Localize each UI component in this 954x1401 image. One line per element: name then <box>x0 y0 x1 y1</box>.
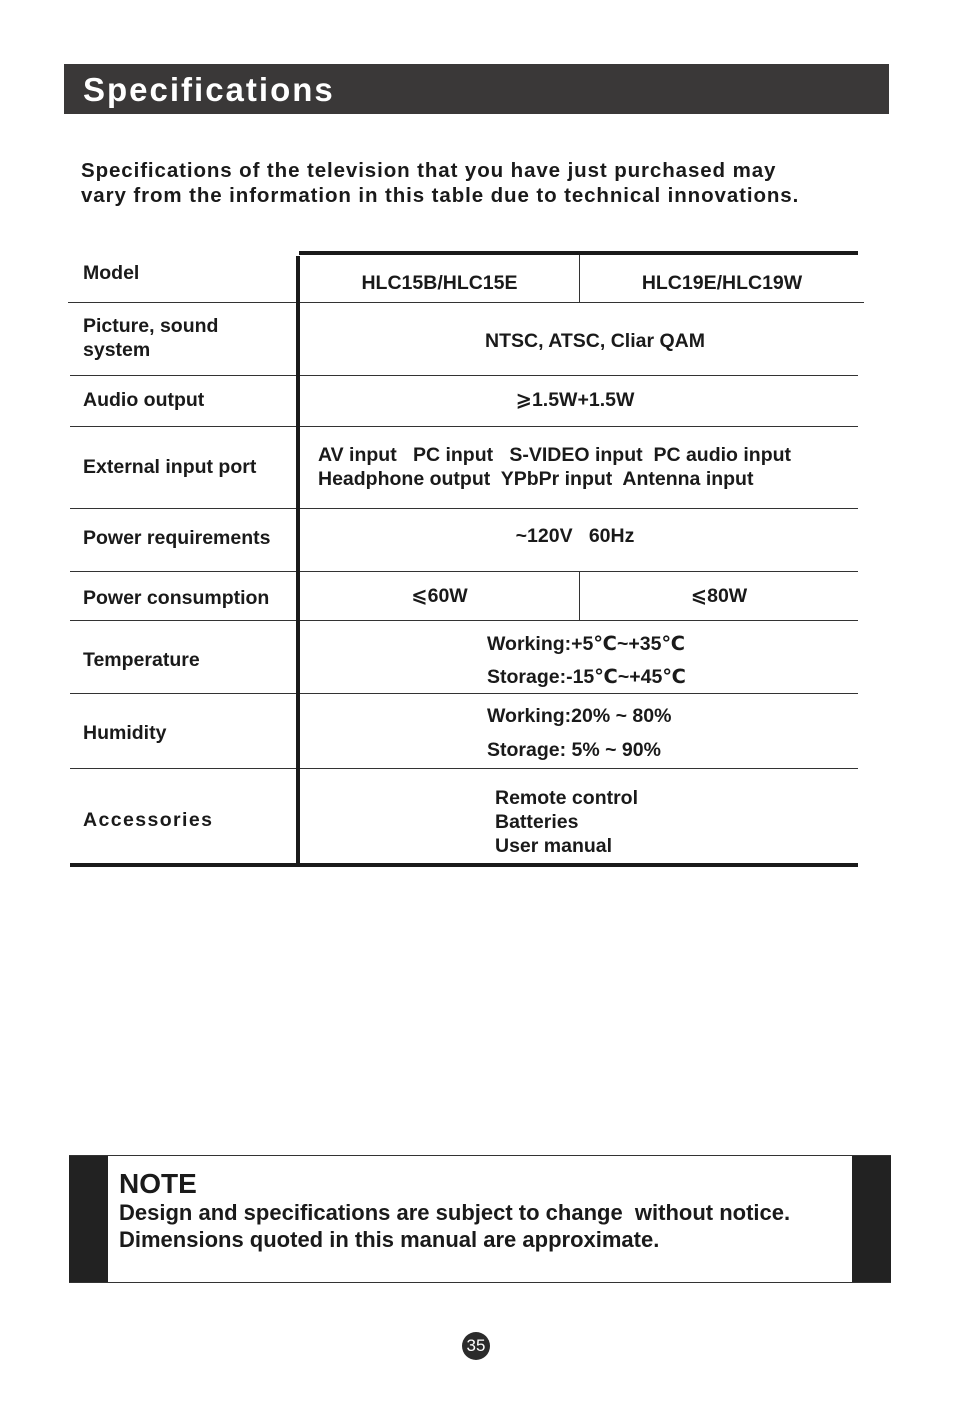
audio-output-value: ⩾1.5W+1.5W <box>515 389 635 411</box>
temperature-working: Working:+5℃~+35℃ <box>487 633 686 655</box>
label-power-consumption: Power consumption <box>83 587 270 609</box>
note-box <box>69 1155 891 1283</box>
intro-line-2: vary from the information in this table due to technical innovations. <box>81 184 800 207</box>
table-bottom-border <box>70 863 858 867</box>
row-divider <box>70 768 858 769</box>
label-model: Model <box>83 262 140 284</box>
label-temperature: Temperature <box>83 649 200 671</box>
section-header <box>64 64 889 114</box>
label-accessories: Accessories <box>83 809 214 831</box>
accessory-item: User manual <box>495 835 613 857</box>
power-consumption-hlc19: ⩽80W <box>690 585 748 607</box>
model-hlc19: HLC19E/HLC19W <box>641 272 803 294</box>
row-divider <box>70 426 858 427</box>
power-consumption-hlc15: ⩽60W <box>411 585 468 607</box>
label-picture-sound-system: Picture, sound system <box>83 315 219 361</box>
humidity-working: Working:20% ~ 80% <box>487 705 672 727</box>
external-input-line-2: Headphone output YPbPr input Antenna input <box>318 468 754 490</box>
note-right-bar <box>852 1156 891 1282</box>
note-left-bar <box>69 1156 108 1282</box>
temperature-storage: Storage:-15℃~+45℃ <box>487 666 686 688</box>
power-requirements-value: ~120V 60Hz <box>515 525 635 547</box>
external-input-line-1: AV input PC input S-VIDEO input PC audio input <box>318 444 792 466</box>
row-divider <box>70 571 858 572</box>
note-line-1: Design and specifications are subject to change without notice. <box>119 1200 791 1225</box>
row-divider <box>70 620 858 621</box>
page-title: Specifications <box>83 71 335 108</box>
label-audio-output: Audio output <box>83 389 205 411</box>
humidity-storage: Storage: 5% ~ 90% <box>487 739 661 761</box>
label-power-requirements: Power requirements <box>83 527 271 549</box>
page-number: 35 <box>462 1332 490 1360</box>
picture-sound-value: NTSC, ATSC, Cliar QAM <box>485 330 705 352</box>
intro-paragraph <box>81 158 901 208</box>
label-humidity: Humidity <box>83 722 167 744</box>
row-divider <box>70 693 858 694</box>
accessory-item: Batteries <box>495 811 579 833</box>
accessory-item: Remote control <box>495 787 639 809</box>
note-line-2: Dimensions quoted in this manual are approximate. <box>119 1227 660 1252</box>
row-divider <box>68 302 864 303</box>
row-divider <box>70 375 858 376</box>
note-title: NOTE <box>119 1168 197 1199</box>
intro-line-1: Specifications of the television that you have just purchased may <box>81 159 777 182</box>
row-divider <box>70 508 858 509</box>
model-hlc15: HLC15B/HLC15E <box>361 272 518 294</box>
label-external-input-port: External input port <box>83 456 257 478</box>
